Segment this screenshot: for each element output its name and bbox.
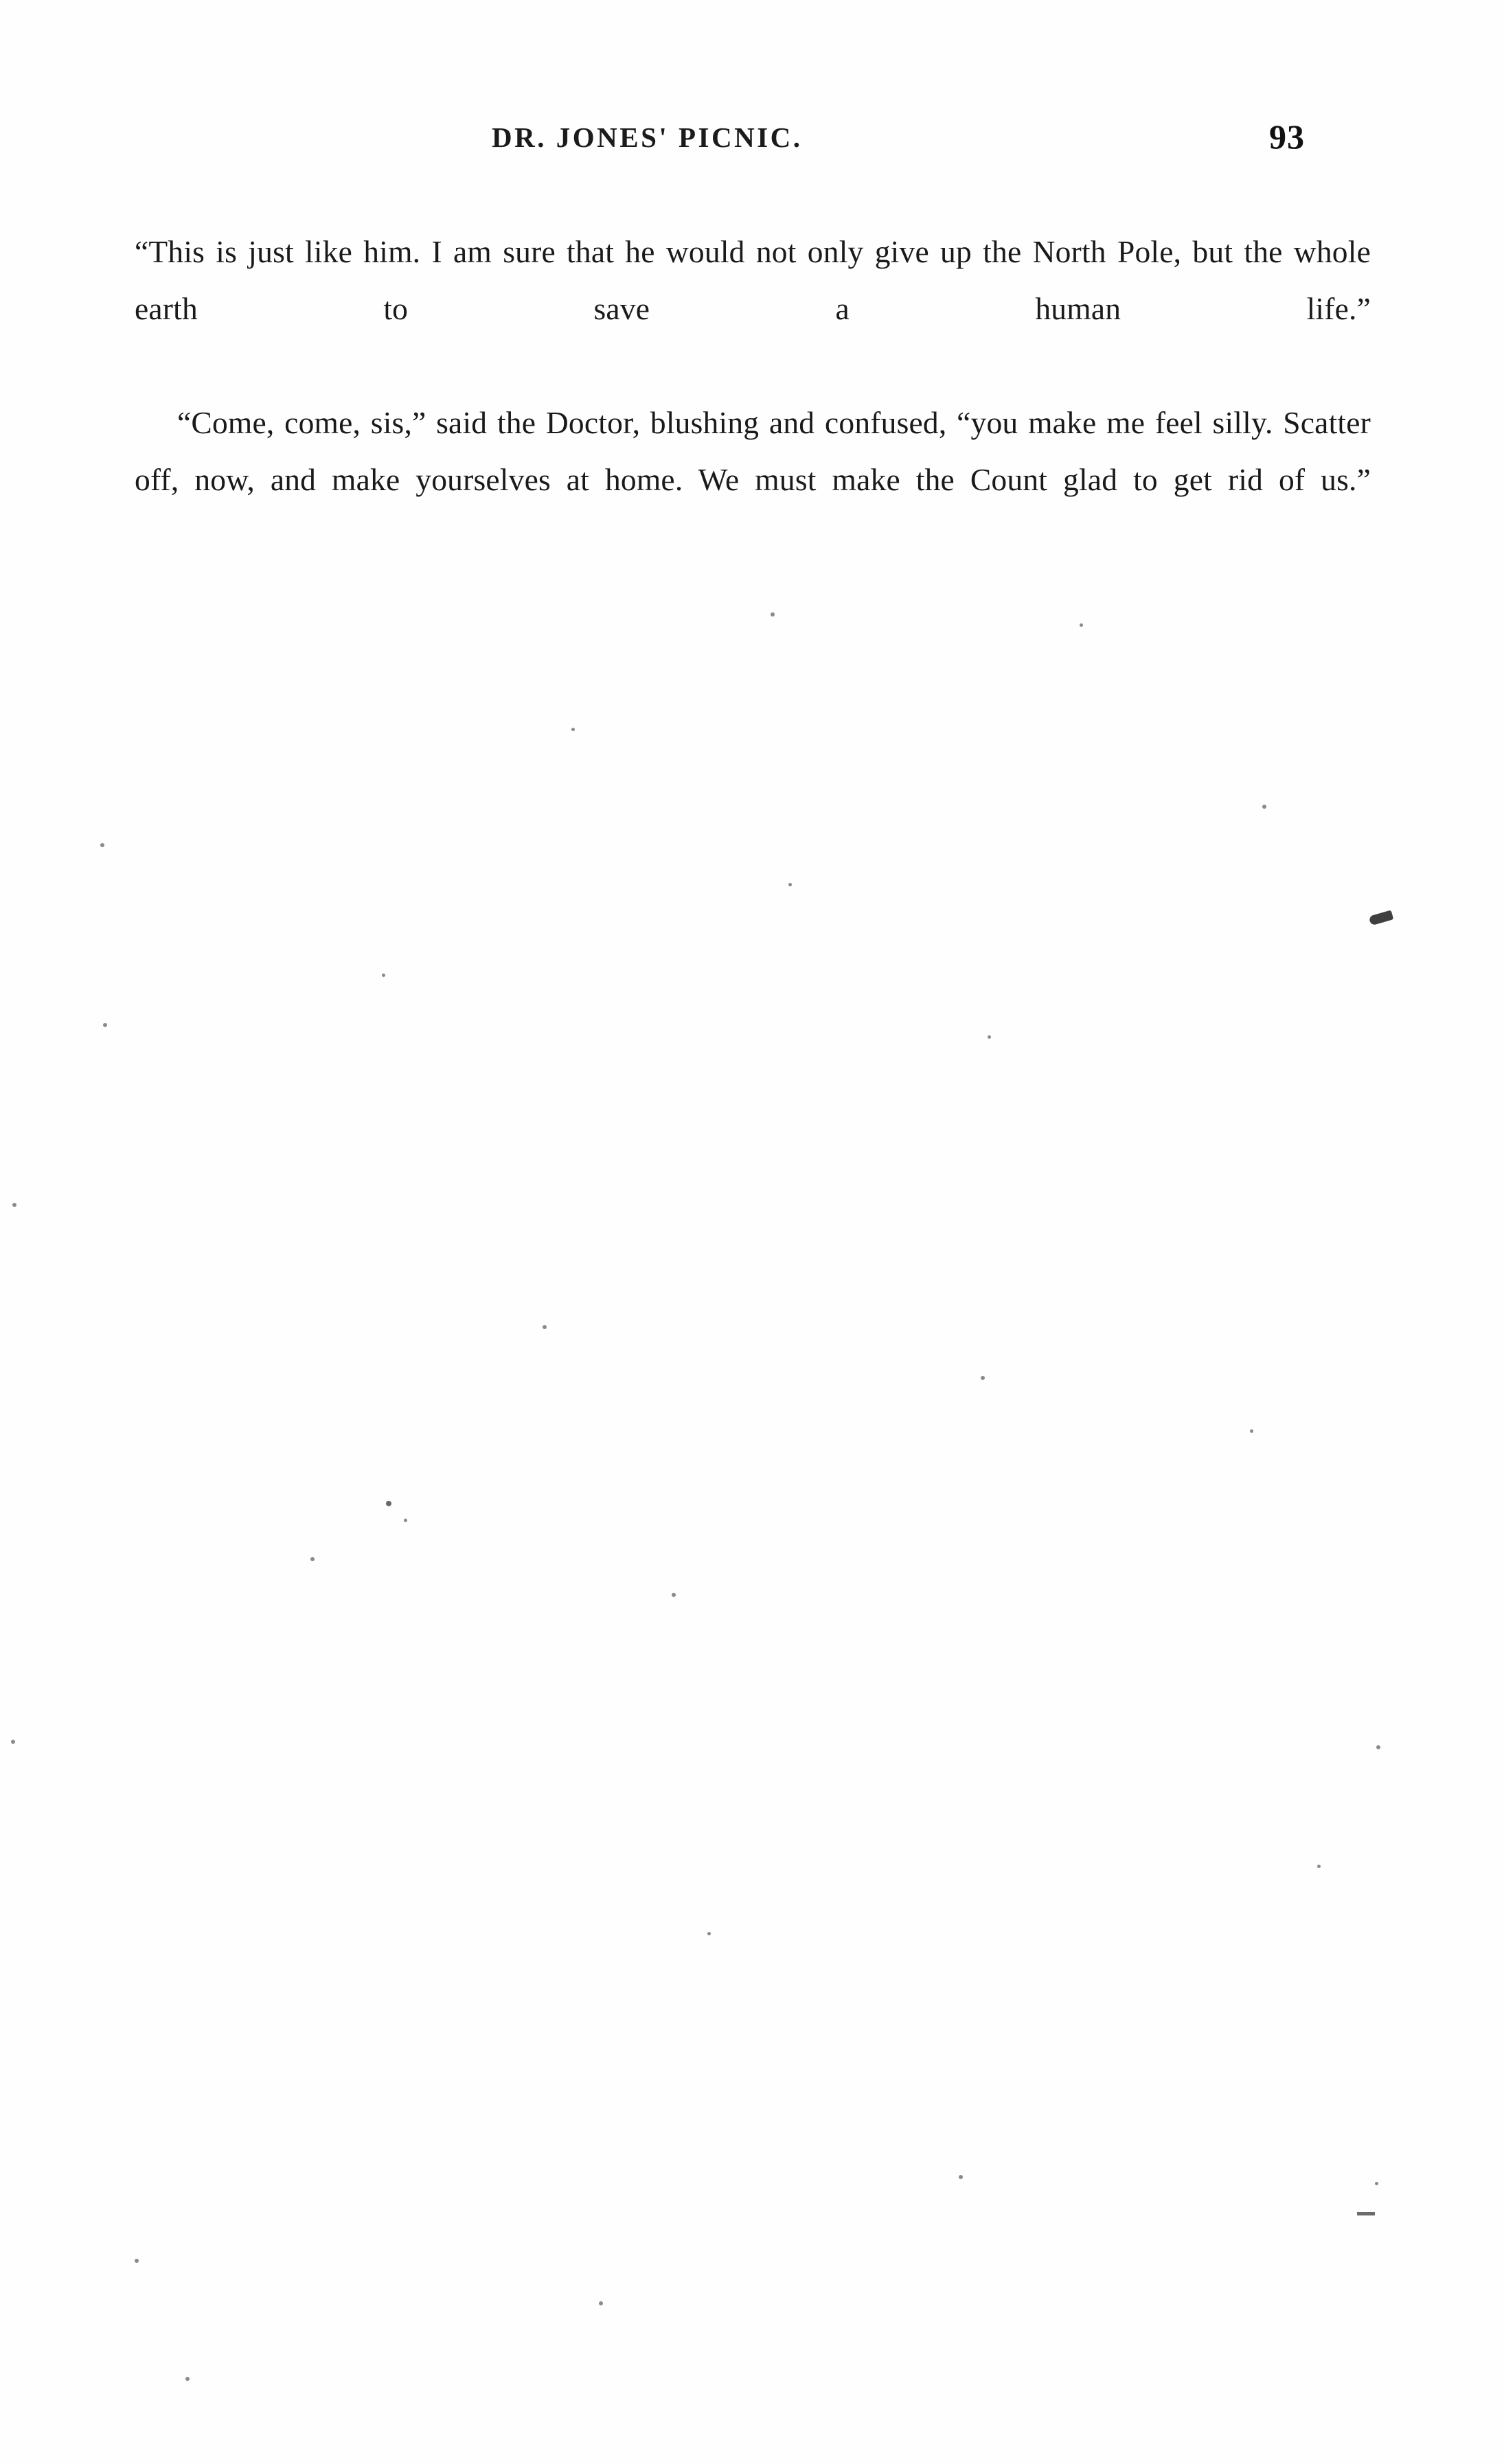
scan-speck xyxy=(1317,1865,1321,1868)
scan-speck xyxy=(988,1035,991,1039)
paragraph: “This is just like him. I am sure that he would not only give up the North Pole, but the whole earth to save a human life.” xyxy=(135,234,1371,326)
paragraph: “Come, come, sis,” said the Doctor, blushing and confused, “you make me feel silly. Scatter off, now, and make yourselves at home. We must make the Count glad to get rid of us.” xyxy=(135,405,1371,497)
scan-speck xyxy=(672,1593,676,1597)
page-number: 93 xyxy=(1269,117,1305,156)
scan-speck xyxy=(12,1203,16,1207)
scan-speck xyxy=(1375,2182,1378,2185)
scan-speck xyxy=(959,2175,963,2179)
scan-speck xyxy=(543,1325,547,1329)
running-head-title: DR. JONES' PICNIC. xyxy=(492,122,803,153)
scan-speck xyxy=(386,1501,391,1506)
scan-speck xyxy=(1080,623,1083,627)
running-head xyxy=(135,117,1371,169)
scan-speck xyxy=(185,2377,190,2381)
scan-speck xyxy=(599,2301,603,2305)
scan-speck xyxy=(1376,1745,1380,1749)
scan-speck xyxy=(310,1557,315,1561)
scan-speck xyxy=(571,728,575,731)
scan-speck xyxy=(404,1519,407,1522)
scan-speck xyxy=(100,843,104,847)
scan-speck xyxy=(382,974,385,977)
scan-speck xyxy=(1250,1429,1253,1433)
scan-speck xyxy=(103,1023,107,1027)
scan-speck xyxy=(135,2259,139,2263)
scan-speck xyxy=(11,1740,15,1744)
scan-mark xyxy=(1357,2212,1375,2215)
scan-speck xyxy=(1262,805,1266,809)
scan-speck xyxy=(981,1376,985,1380)
scan-mark xyxy=(1369,910,1394,926)
scan-speck xyxy=(788,883,792,886)
scan-speck xyxy=(707,1932,711,1935)
scan-speck xyxy=(771,612,775,617)
body-text xyxy=(135,223,1371,565)
